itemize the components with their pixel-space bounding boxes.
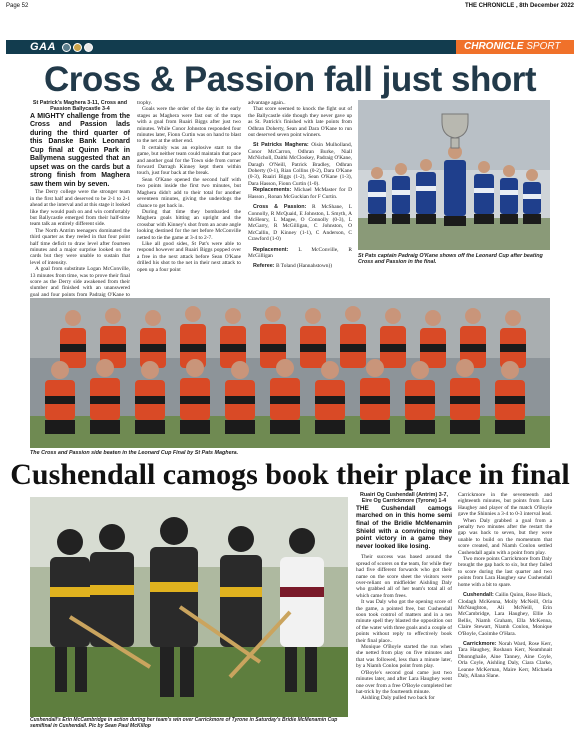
football-icon <box>84 43 93 52</box>
player-list: Oisin Mulholland, Conor McCarron, Odhran Burke, Niall McNicholl, Daithi McCloskey, Padraig O'Kane, Daragh O'Neill, Patrick Bradley, Odhran Doherty (0-1), Rian Collins (0-2), Dara O'Kane (0-3), Ruairi Biggs (1-2), Sean O'Kane (1-3), Dara Hasson, Fionn Curtin (1-0). <box>248 142 352 187</box>
story1-column-1 <box>30 100 130 320</box>
referee-label: Referee: <box>253 263 275 270</box>
photo-cross-passion-team <box>30 298 550 448</box>
replacements-label: Replacement: <box>253 246 289 253</box>
photo2-caption: The Cross and Passion side beaten in the Leonard Cup Final by St Pats Maghera. <box>30 450 239 456</box>
gaa-logo: GAA <box>30 41 56 53</box>
story2-paragraph: Monique O'Boyle started the run when she netted from play on five minutes and that was followed, less than a minute later, by a Niamh Conlon point from play. <box>356 644 452 670</box>
story2-column-2 <box>458 492 552 737</box>
player-list: Norah Ward, Rose Kerr, Tara Haughey, Roshaun Kerr, Neamhnait Dhonnghaile, Aine Tanney, Aine Coyle, Orla Coyle, Aishling Daly, Ciara Clarke, Leanne McKernan, Maire Kerr, Michaela Daly, Allana Slane. <box>458 640 552 679</box>
story1-paragraph: The North Antrim teenagers dominated the third quarter as they reeled in that four point half time deficit to draw level after fourteen minutes and a major surprise looked on the cards but they were unable to sustain that level of intensity. <box>30 227 130 266</box>
photo-captain-trophy <box>358 100 550 250</box>
team-name: Cushendall: <box>463 592 494 599</box>
team-name: St Patricks Maghera: <box>253 142 309 149</box>
story2-paragraph: Two more points Carrickmore from Daly brought the gap back to six, but they failed to score during the last quarter and two points from Lara Haughey saw Cushendall home with a bit to spare. <box>458 556 552 588</box>
story2-lead: THE Cushendall camogs marched on in this home semi final of the Bridie McMenamin Shield with a convincing nine point victory in a game they never looked like losing. <box>356 504 452 550</box>
team-group-photo-image <box>30 298 550 448</box>
story1-paragraph: A goal from substitute Logan McConville, 13 minutes from time, was to prove their final score as the Derry side awakened from their slumber and finished with an unanswered goal and four points from Padraig O'Kane to <box>30 266 130 298</box>
replacements-list: Michael McMaster for D Hasson , Ronan McGuckian for F Curtin. <box>248 187 352 200</box>
paper-date: THE CHRONICLE , 8th December 2022 <box>464 3 574 9</box>
team-name: Carrickmore: <box>463 640 497 647</box>
chronicle-label: CHRONICLE <box>464 41 524 52</box>
story2-paragraph: It was Daly who got the opening score of the game, a pointed free, but Cushendall soon took control of matters and in a ten minute spell they blasted the opposition out of the water with three goals and a couple of points without reply to effectively book their final place.. <box>356 599 452 644</box>
headline-cushendall: Cushendall camogs book their place in final <box>10 458 570 491</box>
story1-lineup-maghera <box>248 142 352 187</box>
chronicle-sport-tag <box>456 40 574 54</box>
hurling-ball-icon <box>73 43 82 52</box>
story1-paragraph: Sean O'Kane opened the second half with two points inside the first two minutes, but Maghera didn't add to their total for another seventeen minutes, giving the underdogs the chance to get back in. <box>137 176 241 209</box>
story1-paragraph: Like all good sides, St Pat's were able to respond however and Ruairi Biggs popped over a free in the next attack before Sean O'Kane drilled his shot to the net in their next attack to open up a four point <box>137 240 241 273</box>
story2-score-line: Ruairi Og Cushendall (Antrim) 3-7, Eire Og Carrickmore (Tyrone) 1-4 <box>359 492 449 505</box>
headline-cross-passion: Cross & Passion fall just short <box>43 60 537 99</box>
page-number: Page 52 <box>6 3 29 9</box>
story1-paragraph: trophy. <box>137 100 153 106</box>
story2-paragraph: When Daly grabbed a goal from a penalty two minutes after the restart the gap was back to seven, but they were unable to build on the momentum that score created, and Niamh Conlon settled Cushendall again with a point from play. <box>458 517 552 556</box>
story1-referee <box>248 263 352 269</box>
story1-replacements-cross-passion <box>248 247 352 260</box>
story2-lineup-carrickmore <box>458 641 552 679</box>
camogie-action-photo-image <box>30 497 348 717</box>
story1-paragraph: That score seemed to knock the fight out of the Ballycastle side though they never gave up as St. Patrick's finished with late points from Odhran Doherty, Sean and Dara O'Kane to run out deserved seven point winners. <box>248 106 352 139</box>
story1-score-line: St Patrick's Maghera 3-11, Cross and Passion Ballycastle 3-4 <box>32 100 128 113</box>
story2-paragraph: Carrickmore in the seventeenth and eighteenth minutes, but points from Lara Haughey and player of the match O'Boyle gave the Shinnies a 3-4 to 0-3 interval lead. <box>458 492 552 518</box>
photo3-caption: Cushendall's Erin McCambridge in action during her team's win over Carrickmore of Tyrone in Saturday's Bridie McMenamin Cup semifinal in Cushendall. Pic by Sean Paul McKillop <box>30 717 338 729</box>
gaa-crest-icon <box>62 43 71 52</box>
photo-camogie-action <box>30 497 348 717</box>
player-list: Cailin Quinn, Rose Black, Clodagh McKenna, Molly McNeill, Orla McNaughton, Ali McNeill, Erin McCambridge, Lara Haughey, Ellie Jo Bellis, Niamh Graham, Ella McKenna, Claire Stewart, Niamh Conlon, Monique O'Boyle, Caoimhe O'Hara. <box>458 592 552 637</box>
replacements-label: Replacements: <box>253 187 292 194</box>
story2-column-1 <box>356 492 452 737</box>
story1-paragraph: The Derry college were the stronger team in the first half and deserved to be 2-1 to 2-1 ahead at the interval and at this stage it looked like they would push on and win comfortably but Ballycastle emerged from their half-time team talk an entirely different side. <box>30 189 130 228</box>
story1-column-2 <box>137 100 241 320</box>
story2-paragraph: O'Boyle's second goal came just two minutes later, and after Lara Haughey went one over from a free O'Boyle completed her hat-trick by the fourteenth minute. <box>356 669 452 695</box>
photo1-caption: St Pats captain Padraig O'Kane shows off the Leonard Cup after beating Cross and Passion in the final. <box>358 253 543 266</box>
replacements-list: L McConville, R McGilligan <box>248 246 352 259</box>
story1-paragraph: advantage again.. <box>248 100 286 106</box>
story1-lineup-cross-passion <box>248 204 352 242</box>
story2-paragraph: Aishling Daly pulled two back for <box>361 695 435 702</box>
story2-paragraph: Their success was based around the spread of scorers on the team, for while they had five different forwards who got their name on the score sheet the visitors were over-reliant on midfielder Aishling Daly who grabbed all of her team's total all of which came from frees. <box>356 554 452 599</box>
story2-lineup-cushendall <box>458 592 552 637</box>
team-name: Cross & Passion: <box>253 204 307 211</box>
story1-lead: A MIGHTY challenge from the Cross and Passion lads during the third quarter of this Danske Bank Leonard Cup final at Quinn Park in Ballymena suggested that an upset was on the cards but a strong finish from Maghera saw them win by seven. <box>30 112 130 188</box>
player-list: R McShane, L Connolly, R McQuaid, E Johnston, L Smyth, A McHenry, L Magee, O Connolly (0-3), L McGarry, R McGilligan, C Johnston, O McCallin, D Kinney (1-1), C Anderson, C Crawford (1-0) <box>248 204 352 243</box>
story1-replacements-maghera <box>248 187 352 200</box>
referee-name: B Toland (Hannahstown)) <box>275 263 333 270</box>
sport-label: SPORT <box>526 41 561 52</box>
story1-paragraph: During that time they bombarded the Maghera goals hitting an upright and the crossbar with Kinney's shot from an acute angle looking destined for the net before McConville netted to tie the game at 3-4 to 2-7. <box>137 208 241 241</box>
story1-column-3 <box>248 100 352 320</box>
story1-paragraph: Goals were the order of the day in the early stages as Maghera were fast out of the traps with a goal from Ruairi Biggs after just two minutes. While Conor Johnston responded four minutes later, Fionn Curtin was on hand to blast to the net at the other end. <box>137 106 241 145</box>
story1-paragraph: It certainly was an explosive start to the game, but neither team could maintain that pace and another goal for the Town side from corner forward Darragh Kinney kept them within touch, just four back at the break. <box>137 144 241 177</box>
page-header <box>6 2 574 12</box>
team-trophy-photo-image <box>358 100 550 250</box>
